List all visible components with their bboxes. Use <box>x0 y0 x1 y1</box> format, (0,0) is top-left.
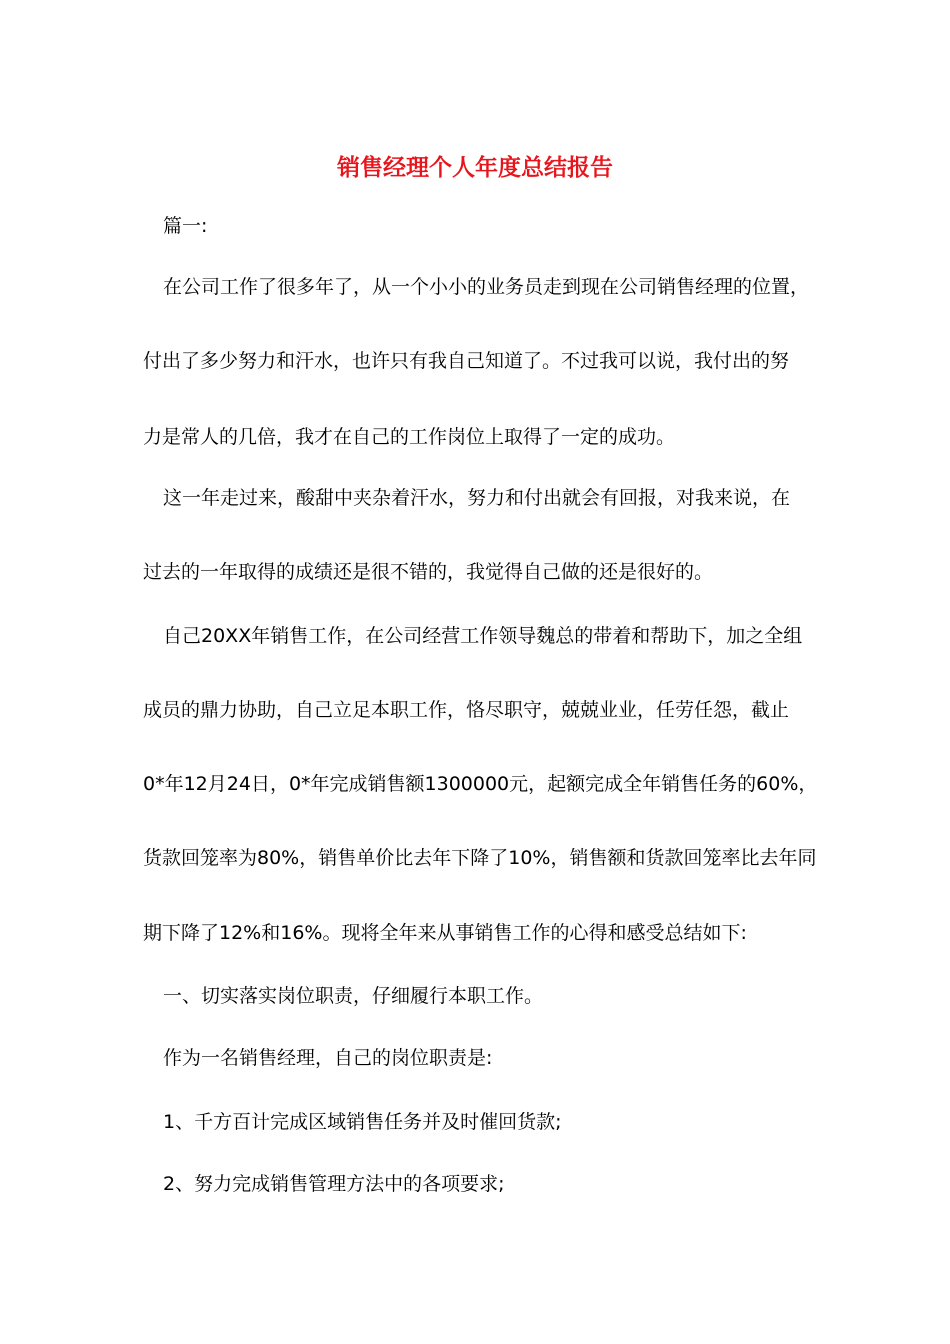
paragraph-line: 0*年12月24日，0*年完成销售额1300000元，起额完成全年销售任务的60%， <box>143 773 818 795</box>
paragraph-line: 付出了多少努力和汗水，也许只有我自己知道了。不过我可以说，我付出的努 <box>143 350 790 372</box>
paragraph-line: 期下降了12%和16%。现将全年来从事销售工作的心得和感受总结如下: <box>143 922 747 944</box>
document-title: 销售经理个人年度总结报告 <box>337 155 613 181</box>
paragraph-line: 这一年走过来，酸甜中夹杂着汗水，努力和付出就会有回报，对我来说，在 <box>163 487 791 509</box>
paragraph-line: 过去的一年取得的成绩还是很不错的，我觉得自己做的还是很好的。 <box>143 561 714 583</box>
section-heading-part-one: 篇一: <box>163 215 208 237</box>
section-heading: 一、切实落实岗位职责，仔细履行本职工作。 <box>163 985 544 1007</box>
list-item: 1、千方百计完成区域销售任务并及时催回货款; <box>163 1111 562 1133</box>
paragraph-line: 作为一名销售经理，自己的岗位职责是: <box>163 1047 493 1069</box>
paragraph-line: 成员的鼎力协助，自己立足本职工作，恪尽职守，兢兢业业，任劳任怨，截止 <box>143 699 790 721</box>
list-item: 2、努力完成销售管理方法中的各项要求; <box>163 1173 505 1195</box>
paragraph-line: 自己20XX年销售工作，在公司经营工作领导魏总的带着和帮助下，加之全组 <box>163 625 803 647</box>
paragraph-line: 力是常人的几倍，我才在自己的工作岗位上取得了一定的成功。 <box>143 426 676 448</box>
paragraph-line: 在公司工作了很多年了，从一个小小的业务员走到现在公司销售经理的位置， <box>163 276 810 298</box>
paragraph-line: 货款回笼率为80%，销售单价比去年下降了10%，销售额和货款回笼率比去年同 <box>143 847 817 869</box>
